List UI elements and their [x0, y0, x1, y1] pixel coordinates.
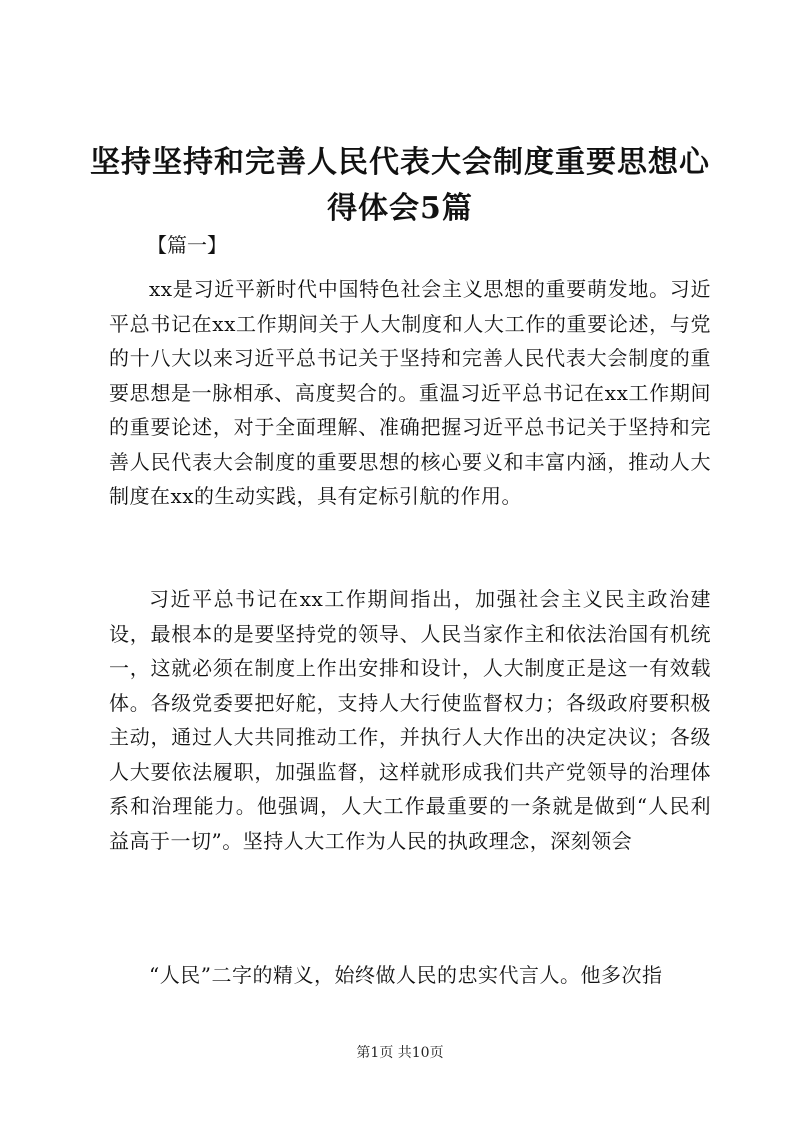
section-heading: 【篇一】	[147, 233, 227, 257]
document-title: 坚持坚持和完善人民代表大会制度重要思想心得体会5篇	[90, 145, 710, 226]
page-footer: 第1页 共10页	[356, 1045, 444, 1061]
paragraph-2: 习近平总书记在xx工作期间指出，加强社会主义民主政治建设，最根本的是要坚持党的领导、人民当家作主和依法治国有机统一，这就必须在制度上作出安排和设计，人大制度正是这一有效载体。各级党委要把好舵，支持人大行使监督权力；各级政府要积极主动，通过人大共同推动工作，并执行人大作出的决定决议；各级人大要依法履职，加强监督，这样就形成我们共产党领导的治理体系和治理能力。他强调，人大工作最重要的一条就是做到“人民利益高于一切”。坚持人大工作为人民的执政理念，深刻领会	[109, 587, 711, 853]
paragraph-3: “人民”二字的精义，始终做人民的忠实代言人。他多次指	[149, 963, 663, 987]
paragraph-1: xx是习近平新时代中国特色社会主义思想的重要萌发地。习近平总书记在xx工作期间关于人大制度和人大工作的重要论述，与党的十八大以来习近平总书记关于坚持和完善人民代表大会制度的重要思想是一脉相承、高度契合的。重温习近平总书记在xx工作期间的重要论述，对于全面理解、准确把握习近平总书记关于坚持和完善人民代表大会制度的重要思想的核心要义和丰富内涵，推动人大制度在xx的生动实践，具有定标引航的作用。	[109, 277, 711, 508]
